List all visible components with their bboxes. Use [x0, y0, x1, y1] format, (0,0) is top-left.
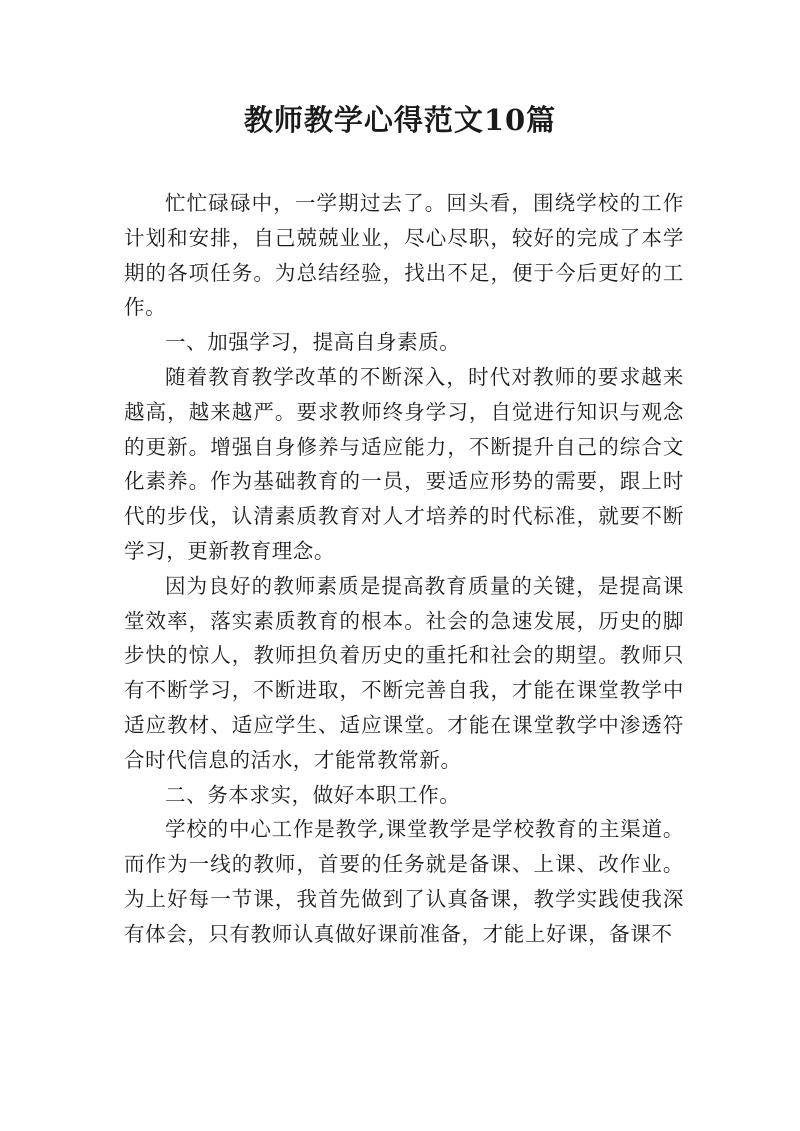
document-title: 教师教学心得范文10篇 [243, 103, 557, 137]
paragraph-section-2a: 学校的中心工作是教学,课堂教学是学校教育的主渠道。而作为一线的教师，首要的任务就是备课、上课、改作业。为上好每一节课，我首先做到了认真备课，教学实践使我深有体会，只有教师认真做好课前准备，才能上好课，备课不 [124, 817, 684, 946]
paragraph-section-1b: 因为良好的教师素质是提高教育质量的关键，是提高课堂效率，落实素质教育的根本。社会的急速发展，历史的脚步快的惊人，教师担负着历史的重托和社会的期望。教师只有不断学习，不断进取，不断完善自我，才能在课堂教学中适应教材、适应学生、适应课堂。才能在课堂教学中渗透符合时代信息的活水，才能常教常新。 [124, 573, 684, 772]
document-body [124, 186, 684, 952]
paragraph-intro: 忙忙碌碌中，一学期过去了。回头看，围绕学校的工作计划和安排，自己兢兢业业，尽心尽职，较好的完成了本学期的各项任务。为总结经验，找出不足，便于今后更好的工作。 [124, 191, 684, 320]
section-heading-2: 二、务本求实，做好本职工作。 [165, 782, 461, 807]
section-heading-1: 一、加强学习，提高自身素质。 [165, 330, 461, 355]
paragraph-section-1a: 随着教育教学改革的不断深入，时代对教师的要求越来越高，越来越严。要求教师终身学习，自觉进行知识与观念的更新。增强自身修养与适应能力，不断提升自己的综合文化素养。作为基础教育的一员，要适应形势的需要，跟上时代的步伐，认清素质教育对人才培养的时代标准，就要不断学习，更新教育理念。 [124, 364, 684, 563]
